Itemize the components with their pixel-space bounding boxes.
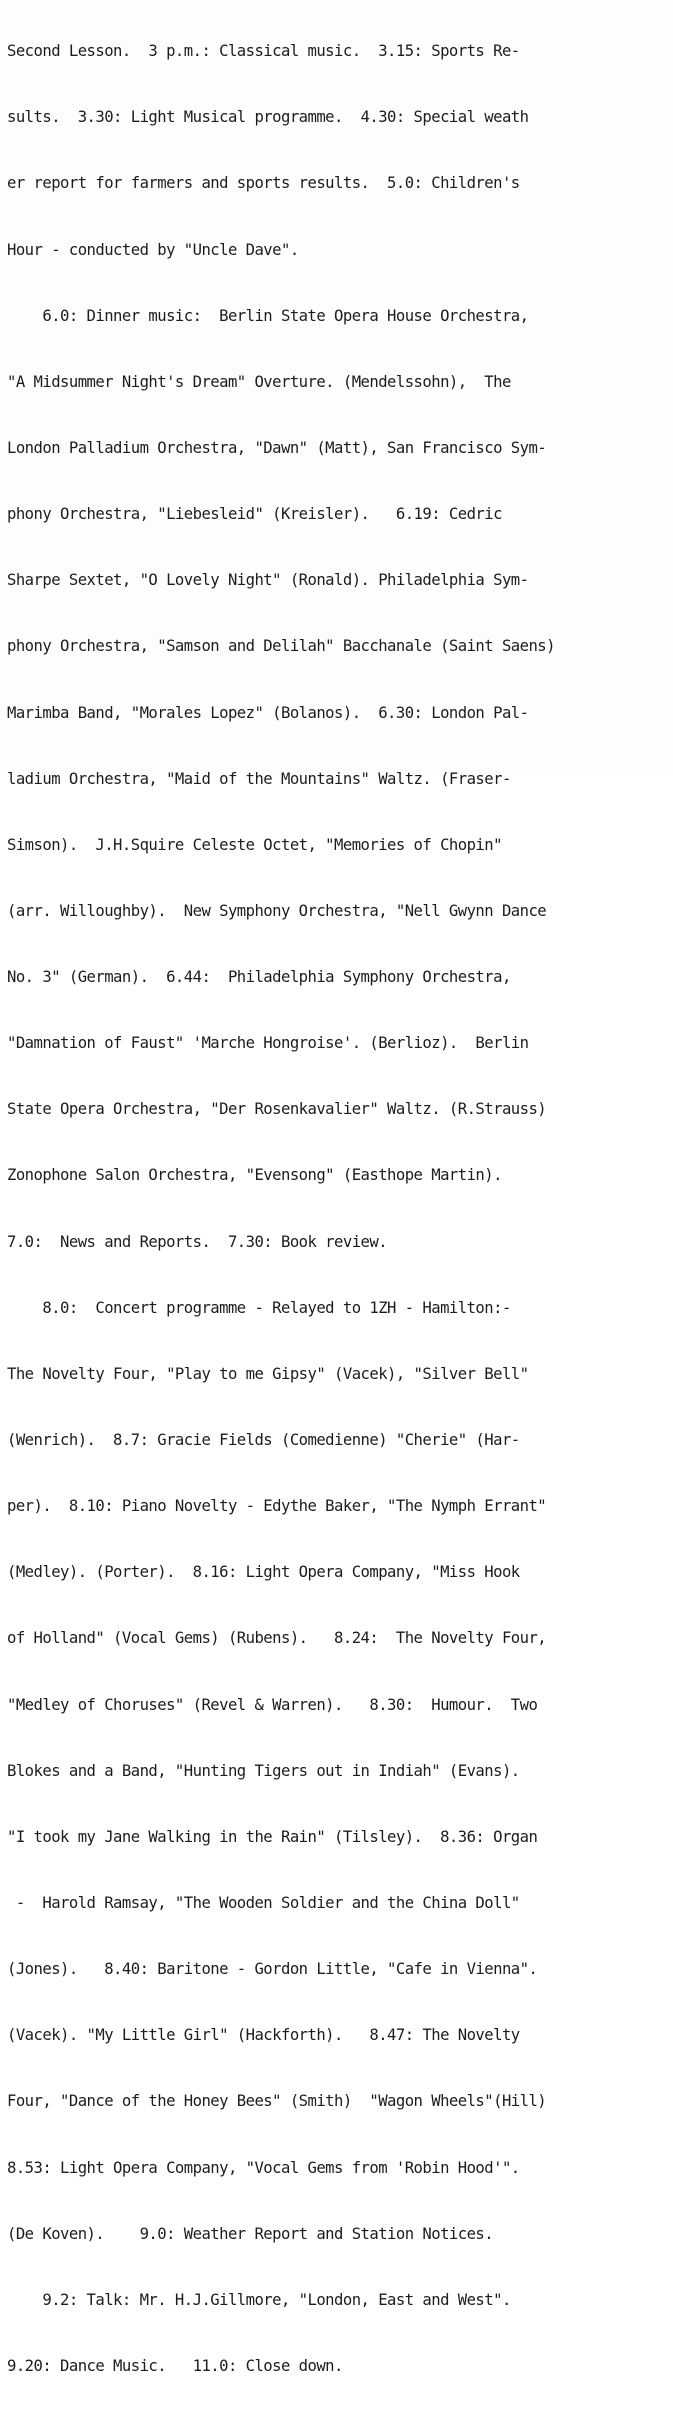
text-line: London Palladium Orchestra, "Dawn" (Matt), San Francisco Sym- — [7, 438, 547, 457]
text-line: 8.53: Light Opera Company, "Vocal Gems from 'Robin Hood'". — [7, 2158, 520, 2177]
text-line: 8.0: Concert programme - Relayed to 1ZH - Hamilton:- — [7, 1298, 511, 1317]
text-line: Marimba Band, "Morales Lopez" (Bolanos). 6.30: London Pal- — [7, 703, 529, 722]
text-line: 7.0: News and Reports. 7.30: Book review. — [7, 1232, 388, 1251]
text-line: "A Midsummer Night's Dream" Overture. (Mendelssohn), The — [7, 372, 511, 391]
text-line: "Medley of Choruses" (Revel & Warren). 8.30: Humour. Two — [7, 1695, 538, 1714]
text-line: (Jones). 8.40: Baritone - Gordon Little, "Cafe in Vienna". — [7, 1960, 538, 1979]
text-line: Hour - conducted by "Uncle Dave". — [7, 240, 299, 259]
text-line: State Opera Orchestra, "Der Rosenkavalier" Waltz. (R.Strauss) — [7, 1100, 547, 1119]
text-line: No. 3" (German). 6.44: Philadelphia Symphony Orchestra, — [7, 968, 511, 987]
text-line: sults. 3.30: Light Musical programme. 4.30: Special weath — [7, 108, 529, 127]
text-line: (Medley). (Porter). 8.16: Light Opera Company, "Miss Hook — [7, 1563, 520, 1582]
text-line: (Wenrich). 8.7: Gracie Fields (Comedienne) "Cherie" (Har- — [7, 1431, 520, 1450]
text-line: Four, "Dance of the Honey Bees" (Smith) "Wagon Wheels"(Hill) — [7, 2092, 547, 2111]
text-line: (arr. Willoughby). New Symphony Orchestra, "Nell Gwynn Dance — [7, 901, 547, 920]
text-line: ladium Orchestra, "Maid of the Mountains" Waltz. (Fraser- — [7, 769, 511, 788]
text-line: 9.20: Dance Music. 11.0: Close down. — [7, 2357, 343, 2376]
text-line: (De Koven). 9.0: Weather Report and Station Notices. — [7, 2224, 494, 2243]
text-line: 6.0: Dinner music: Berlin State Opera House Orchestra, — [7, 306, 529, 325]
text-line: Second Lesson. 3 p.m.: Classical music. 3.15: Sports Re- — [7, 42, 520, 61]
text-line: "I took my Jane Walking in the Rain" (Tilsley). 8.36: Organ — [7, 1827, 538, 1846]
text-line: Zonophone Salon Orchestra, "Evensong" (Easthope Martin). — [7, 1166, 502, 1185]
text-line: (Vacek). "My Little Girl" (Hackforth). 8.47: The Novelty — [7, 2026, 520, 2045]
text-line: per). 8.10: Piano Novelty - Edythe Baker, "The Nymph Errant" — [7, 1497, 547, 1516]
text-line: phony Orchestra, "Liebesleid" (Kreisler). 6.19: Cedric — [7, 505, 502, 524]
text-line: 9.2: Talk: Mr. H.J.Gillmore, "London, East and West". — [7, 2290, 511, 2309]
text-line: - Harold Ramsay, "The Wooden Soldier and the China Doll" — [7, 1894, 520, 1913]
text-line: phony Orchestra, "Samson and Delilah" Bacchanale (Saint Saens) — [7, 637, 555, 656]
text-line: Blokes and a Band, "Hunting Tigers out in Indiah" (Evans). — [7, 1761, 520, 1780]
text-line: Sharpe Sextet, "O Lovely Night" (Ronald). Philadelphia Sym- — [7, 571, 529, 590]
text-line: The Novelty Four, "Play to me Gipsy" (Vacek), "Silver Bell" — [7, 1364, 529, 1383]
radio-programme-listing — [7, 0, 671, 2421]
text-line: er report for farmers and sports results. 5.0: Children's — [7, 174, 520, 193]
text-line: "Damnation of Faust" 'Marche Hongroise'. (Berlioz). Berlin — [7, 1034, 529, 1053]
text-line: Simson). J.H.Squire Celeste Octet, "Memories of Chopin" — [7, 835, 502, 854]
text-line: of Holland" (Vocal Gems) (Rubens). 8.24: The Novelty Four, — [7, 1629, 547, 1648]
